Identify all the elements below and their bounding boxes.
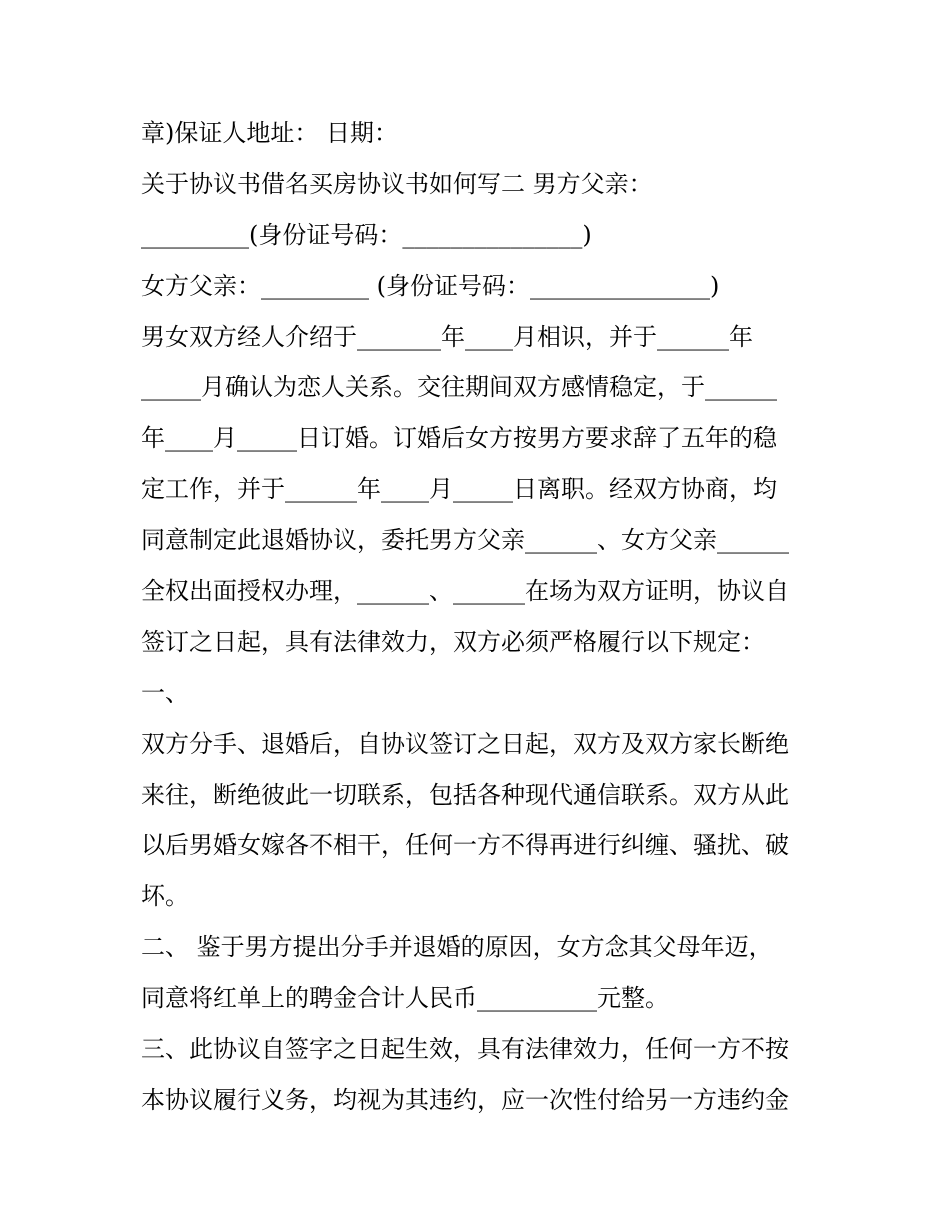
text-line-14: 来往，断绝彼此一切联系，包括各种现代通信联系。双方从此 — [141, 780, 789, 809]
text-line-17: 二、 鉴于男方提出分手并退婚的原因，女方念其父母年迈， — [141, 933, 773, 962]
text-line-6: _____月确认为恋人关系。交往期间双方感情稳定，于______ — [141, 373, 777, 402]
text-line-19: 三、此协议自签字之日起生效，具有法律效力，任何一方不按 — [141, 1035, 789, 1064]
text-line-4: 女方父亲：_________ (身份证号码：_______________) — [141, 271, 720, 300]
text-line-9: 同意制定此退婚协议，委托男方父亲______、女方父亲______ — [141, 526, 789, 555]
text-line-1: 章)保证人地址： 日期： — [141, 119, 398, 147]
section-marker-one: 一、 — [141, 678, 189, 707]
document-body — [141, 108, 821, 1126]
text-line-18: 同意将红单上的聘金合计人民币__________元整。 — [141, 984, 669, 1013]
text-line-11: 签订之日起，具有法律效力，双方必须严格履行以下规定： — [141, 627, 765, 656]
text-line-2: 关于协议书借名买房协议书如何写二 男方父亲： — [141, 169, 653, 198]
text-line-8: 定工作，并于______年____月_____日离职。经双方协商，均 — [141, 475, 777, 504]
text-line-15: 以后男婚女嫁各不相干，任何一方不得再进行纠缠、骚扰、破 — [141, 831, 789, 860]
text-line-5: 男女双方经人介绍于_______年____月相识，并于______年 — [141, 322, 753, 351]
text-line-7: 年____月_____日订婚。订婚后女方按男方要求辞了五年的稳 — [141, 424, 777, 453]
text-line-10: 全权出面授权办理，______、______在场为双方证明，协议自 — [141, 577, 789, 606]
text-line-3: _________(身份证号码：_______________) — [141, 220, 592, 249]
text-line-20: 本协议履行义务，均视为其违约，应一次性付给另一方违约金 — [141, 1085, 789, 1114]
text-line-16: 坏。 — [141, 882, 189, 911]
text-line-13: 双方分手、退婚后，自协议签订之日起，双方及双方家长断绝 — [141, 729, 789, 758]
